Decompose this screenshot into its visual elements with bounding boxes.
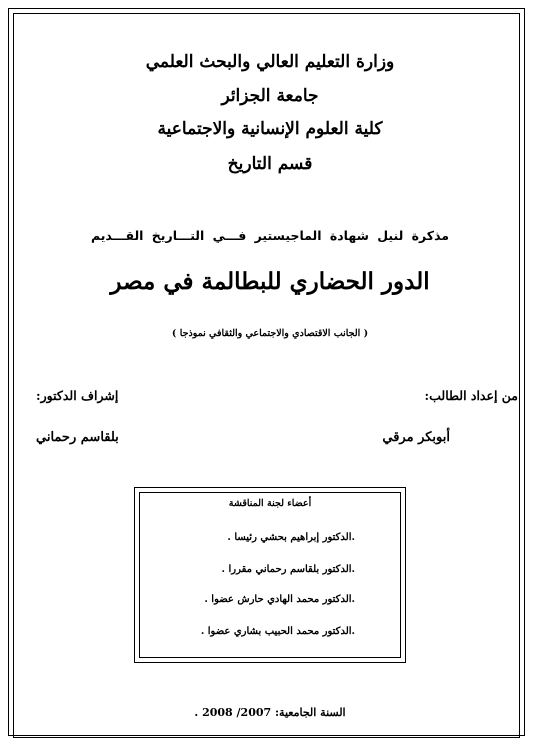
thesis-subtitle: ( الجانب الاقتصادي والاجتماعي والثقافي نموذجا ) xyxy=(171,328,369,339)
committee-member: .الدكتور محمد الهادي حارش عضوا . xyxy=(204,594,355,605)
supervised-by-label: إشراف الدكتور: xyxy=(36,388,119,403)
supervisor-name: بلقاسم رحماني xyxy=(36,430,119,445)
ministry-name: وزارة التعليم العالي والبحث العلمي xyxy=(145,52,395,72)
prepared-by-label: من إعداد الطالب: xyxy=(424,388,518,403)
committee-member: .الدكتور بلقاسم رحماني مقررا . xyxy=(221,564,355,575)
student-name: أبوبكر مرقي xyxy=(382,430,450,445)
degree-statement: مذكرة لنيل شهادة الماجيستير فـــي التـــاريخ القـــديم xyxy=(90,228,450,243)
faculty-name: كلية العلوم الإنسانية والاجتماعية xyxy=(157,119,383,139)
academic-year: السنة الجامعية: 2007/ 2008 . xyxy=(194,706,346,719)
committee-member: .الدكتور محمد الحبيب بشاري عضوا . xyxy=(200,626,355,637)
committee-title: أعضاء لجنة المناقشة xyxy=(228,498,312,509)
committee-member: .الدكتور إبراهيم بحشي رئيسا . xyxy=(227,532,355,543)
committee-box xyxy=(134,487,406,663)
thesis-title: الدور الحضاري للبطالمة في مصر xyxy=(110,268,430,295)
department-name: قسم التاريخ xyxy=(227,154,313,174)
university-name: جامعة الجزائر xyxy=(221,86,319,106)
